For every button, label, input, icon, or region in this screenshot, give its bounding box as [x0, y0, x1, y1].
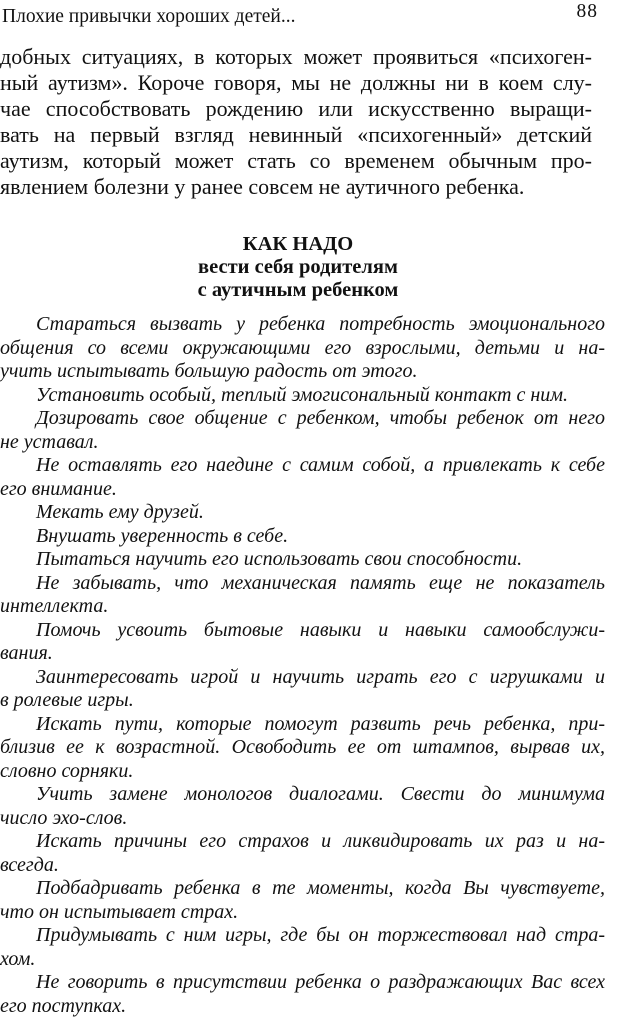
advice-item-line: Стараться вызвать у ребенка потребность эмоционального	[36, 313, 605, 335]
running-title: Плохие привычки хороших детей...	[2, 6, 296, 27]
advice-item-line: словно сорняки.	[0, 759, 134, 782]
advice-item	[0, 572, 605, 619]
advice-item-line: не уставал.	[0, 430, 99, 453]
section-heading	[0, 233, 596, 302]
advice-item	[0, 971, 605, 1018]
advice-item	[0, 713, 605, 784]
advice-item-line: общения со всеми окружающими его взрослыми, детьми и на-	[0, 336, 605, 359]
advice-item-line: число эхо-слов.	[0, 806, 128, 829]
advice-item-line: Внушать уверенность в себе.	[36, 524, 289, 547]
advice-item-line: Искать пути, которые помогут развить речь ребенка, при-	[36, 712, 605, 735]
advice-item-line: Не оставлять его наедине с самим собой, а привлекать к себе	[36, 454, 605, 476]
advice-item-line: Мекать ему друзей.	[36, 501, 204, 523]
advice-item-line: Не говорить в присутствии ребенка о раздражающих Вас всех	[36, 971, 605, 993]
advice-item-line: что он испытывает страх.	[0, 900, 239, 923]
advice-item	[0, 548, 605, 572]
advice-item-line: Придумывать с ним игры, где бы он торжествовал над стра-	[36, 924, 605, 946]
advice-item	[0, 619, 605, 666]
page-header	[2, 0, 598, 34]
advice-item-line: Установить особый, теплый эмогисональный контакт с ним.	[36, 383, 569, 406]
advice-item-line: вания.	[0, 642, 53, 664]
advice-item	[0, 877, 605, 924]
advice-item-line: интеллекта.	[0, 595, 109, 617]
advice-item	[0, 501, 605, 525]
advice-item-line: Учить замене монологов диалогами. Свести до минимума	[36, 783, 605, 805]
advice-item-line: его внимание.	[0, 477, 117, 500]
intro-line: вать на первый взгляд невинный «психогенный» детский	[0, 122, 592, 147]
advice-item	[0, 783, 605, 830]
section-heading-line-3: с аутичным ребенком	[197, 279, 399, 301]
advice-item-line: всегда.	[0, 853, 59, 876]
intro-line: явлением болезни у ранее совсем не аутичного ребенка.	[0, 174, 525, 199]
advice-item-line: Заинтересовать игрой и научить играть его с игрушками и	[36, 665, 605, 688]
advice-item-line: Помочь усвоить бытовые навыки и навыки самообслужи-	[36, 618, 605, 641]
advice-item	[0, 666, 605, 713]
advice-item	[0, 830, 605, 877]
advice-item-line: учить испытывать большую радость от этого.	[0, 360, 418, 382]
advice-item	[0, 454, 605, 501]
advice-item-line: Не забывать, что механическая память еще не показатель	[36, 571, 605, 594]
section-heading-line-2: вести себя родителям	[198, 256, 398, 278]
page-number: 88	[576, 1, 598, 22]
intro-line: добных ситуациях, в которых может проявиться «психоген-	[0, 44, 592, 69]
advice-item-line: Пытаться научить его использовать свои способности.	[36, 548, 523, 570]
advice-item	[0, 384, 605, 408]
advice-item-line: Искать причины его страхов и ликвидировать их раз и на-	[36, 830, 605, 852]
advice-item	[0, 407, 605, 454]
advice-item-line: его поступках.	[0, 994, 127, 1017]
advice-item-line: Дозировать свое общение с ребенком, чтобы ребенок от него	[36, 407, 605, 429]
intro-line: чае способствовать рождению или искусственно выращи-	[0, 96, 592, 121]
advice-item-line: Подбадривать ребенка в те моменты, когда Вы чувствуете,	[36, 877, 605, 899]
advice-item-line: хом.	[0, 947, 36, 970]
intro-line: ный аутизм». Короче говоря, мы не должны ни в коем слу-	[0, 70, 592, 95]
section-heading-line-1: КАК НАДО	[242, 233, 354, 255]
advice-item	[0, 313, 605, 384]
advice-item-line: в ролевые игры.	[0, 689, 134, 711]
advice-item	[0, 525, 605, 549]
intro-line: аутизм, который может стать со временем обычным про-	[0, 148, 592, 173]
intro-paragraph	[0, 44, 592, 200]
advice-list	[0, 313, 605, 1018]
advice-item-line: близив ее к возрастной. Освободить ее от штампов, вырвав их,	[0, 736, 605, 758]
advice-item	[0, 924, 605, 971]
